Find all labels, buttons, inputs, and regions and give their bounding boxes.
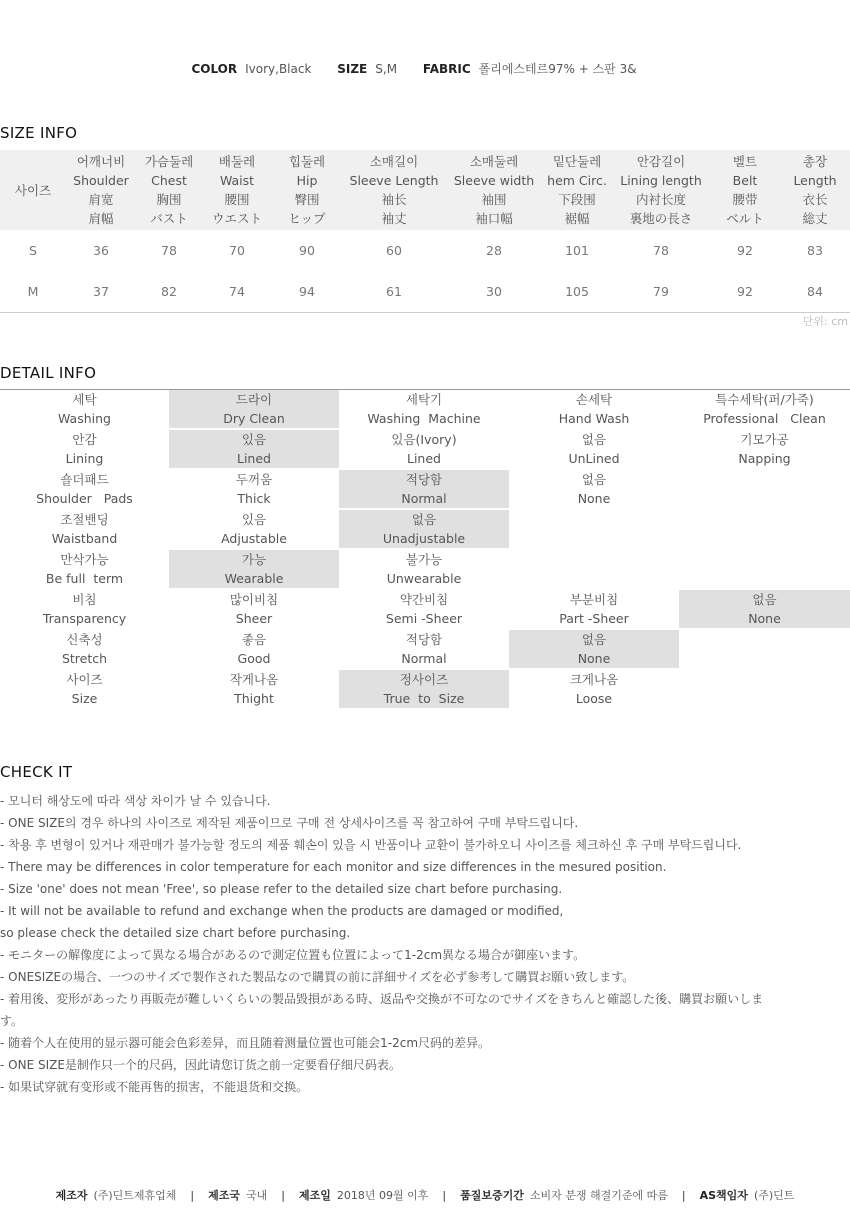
size-column-header-line: 袖围	[481, 192, 507, 207]
detail-cell-korean: 사이즈	[66, 672, 103, 687]
detail-attribute-cell	[0, 629, 169, 669]
size-column-header	[202, 150, 272, 230]
detail-cell-korean: 좋음	[241, 632, 267, 647]
detail-option-cell	[509, 429, 679, 469]
detail-cell-korean: 있음(Ivory)	[391, 432, 457, 447]
footer-label: 제조자	[55, 1189, 88, 1202]
detail-cell-english: Be full term	[45, 571, 124, 586]
size-column-header-line: 腰围	[224, 192, 250, 207]
size-column-header-line: ヒップ	[288, 211, 326, 226]
detail-option-cell	[169, 390, 339, 430]
check-it-line: - 着用後、変形があったり再販売が難しいくらいの製品毀損がある時、返品や交換が不可なのでサイズをきちんと確認した後、購買お願いしま	[0, 992, 764, 1006]
footer-value: (주)딘트제휴업체	[93, 1189, 177, 1202]
check-it-list	[0, 790, 850, 1098]
size-column-header-line: 裾幅	[564, 211, 590, 226]
size-value-cell: 37	[66, 271, 136, 313]
detail-cell-english: Good	[237, 651, 271, 666]
detail-cell-english: Loose	[575, 691, 613, 706]
detail-cell-korean: 불가능	[405, 552, 443, 567]
detail-cell-english: Size	[71, 691, 98, 706]
detail-cell-korean: 없음	[411, 512, 437, 527]
size-column-header-line: 안감길이	[636, 154, 686, 169]
detail-row	[0, 669, 850, 709]
detail-option-cell	[509, 390, 679, 430]
size-column-header-line: Belt	[732, 173, 758, 188]
size-column-header-line: Lining length	[620, 173, 702, 188]
size-column-header-line: 소매길이	[369, 154, 419, 169]
detail-cell-korean: 없음	[581, 432, 607, 447]
detail-row	[0, 589, 850, 629]
detail-cell-english: True to Size	[383, 691, 465, 706]
footer-separator: |	[681, 1189, 686, 1202]
detail-cell-korean: 적당함	[405, 632, 443, 647]
size-value-cell: 82	[136, 271, 202, 313]
unit-note: 단위: cm	[802, 315, 848, 328]
detail-cell-korean: 작게나옴	[229, 672, 279, 687]
size-column-header-line: 胸围	[156, 192, 182, 207]
detail-cell-english: Semi -Sheer	[385, 611, 463, 626]
fabric-value: 폴리에스테르97% + 스판 3&	[478, 62, 637, 76]
footer-separator: |	[442, 1189, 447, 1202]
detail-option-cell	[509, 549, 679, 589]
detail-option-cell	[339, 429, 509, 469]
detail-option-cell	[509, 669, 679, 709]
color-value: Ivory,Black	[245, 62, 312, 76]
detail-option-cell	[169, 509, 339, 549]
detail-cell-korean: 특수세탁(퍼/가죽)	[715, 392, 814, 407]
detail-option-cell	[679, 429, 850, 469]
detail-option-cell	[679, 589, 850, 629]
detail-option-cell	[509, 509, 679, 549]
detail-attribute-cell	[0, 669, 169, 709]
detail-cell-korean: 약간비침	[399, 592, 449, 607]
size-column-header	[780, 150, 850, 230]
size-value-cell: 90	[299, 243, 315, 258]
detail-cell-english: Lined	[237, 451, 271, 466]
size-value-cell: 28	[486, 243, 502, 258]
detail-attribute-cell	[0, 549, 169, 589]
detail-cell-korean: 비침	[72, 592, 97, 607]
size-row-label: M	[0, 271, 66, 313]
detail-cell-english: UnLined	[568, 451, 620, 466]
size-column-header-line: hem Circ.	[547, 173, 607, 188]
check-it-line: - 모니터 해상도에 따라 색상 차이가 날 수 있습니다.	[0, 794, 271, 808]
detail-cell-english: Sheer	[235, 611, 273, 626]
size-column-header-line: 총장	[802, 154, 828, 169]
size-column-header-line: バスト	[150, 211, 188, 226]
size-value-cell: 94	[272, 271, 342, 313]
detail-attribute-cell	[0, 429, 169, 469]
detail-cell-english: Lined	[407, 451, 441, 466]
check-it-line: - 착용 후 변형이 있거나 재판매가 불가능할 정도의 제품 훼손이 있을 시 반품이나 교환이 불가하오니 사이즈를 체크하신 후 구매 부탁드립니다.	[0, 838, 742, 852]
size-value-cell: 78	[161, 243, 177, 258]
detail-cell-korean: 조절밴딩	[60, 512, 109, 527]
detail-cell-korean: 크게나옴	[569, 672, 619, 687]
size-row-header: 사이즈	[0, 150, 66, 230]
size-column-header-line: 袖口幅	[475, 211, 513, 226]
detail-cell-english: Transparency	[42, 611, 127, 626]
size-column-header-line: 衣长	[802, 192, 828, 207]
detail-cell-english: Thick	[237, 491, 271, 506]
size-value-cell: 70	[229, 243, 245, 258]
size-column-header-line: Hip	[296, 173, 318, 188]
detail-attribute-cell	[0, 589, 169, 629]
size-value-cell: 30	[446, 271, 542, 313]
footer-value: (주)딘트	[753, 1189, 795, 1202]
size-row	[0, 230, 850, 271]
detail-attribute-cell	[0, 469, 169, 509]
size-label: SIZE	[337, 62, 368, 76]
size-value-cell: 92	[737, 243, 753, 258]
detail-option-cell	[339, 629, 509, 669]
detail-option-cell	[679, 390, 850, 430]
detail-cell-english: Part -Sheer	[559, 611, 629, 626]
detail-cell-korean: 많이비침	[229, 592, 279, 607]
size-column-header-line: 肩宽	[88, 192, 114, 207]
detail-cell-english: Napping	[738, 451, 791, 466]
detail-attribute-cell	[0, 390, 169, 430]
detail-option-cell	[679, 549, 850, 589]
detail-cell-korean: 없음	[752, 592, 777, 607]
detail-cell-english: Washing Machine	[367, 411, 481, 426]
color-label: COLOR	[191, 62, 238, 76]
size-info-title: SIZE INFO	[0, 124, 78, 142]
size-column-header	[136, 150, 202, 230]
detail-cell-english: Normal	[401, 651, 447, 666]
detail-cell-korean: 정사이즈	[399, 672, 449, 687]
detail-cell-korean: 드라이	[235, 392, 273, 407]
size-value-cell: 83	[807, 243, 823, 258]
detail-cell-korean: 두꺼움	[235, 472, 273, 487]
detail-cell-english: Washing	[58, 411, 111, 426]
footer-label: AS책임자	[699, 1189, 748, 1202]
footer-label: 제조일	[299, 1189, 331, 1202]
size-column-header-line: 腰带	[732, 192, 758, 207]
size-column-header-line: 배둘레	[218, 154, 256, 169]
detail-cell-korean: 부분비침	[569, 592, 619, 607]
footer-separator: |	[190, 1189, 195, 1202]
footer-separator: |	[281, 1189, 286, 1202]
size-column-header-line: Chest	[151, 173, 187, 188]
size-column-header	[272, 150, 342, 230]
size-column-header-line: Sleeve Length	[349, 173, 439, 188]
detail-info-title: DETAIL INFO	[0, 364, 97, 382]
size-value-cell: 78	[653, 243, 669, 258]
size-column-header-line: Sleeve width	[453, 173, 535, 188]
detail-cell-korean: 적당함	[405, 472, 443, 487]
check-it-title: CHECK IT	[0, 763, 73, 781]
footer-value: 2018년 09월 이후	[336, 1189, 429, 1202]
size-header-row	[0, 150, 850, 230]
detail-cell-english: Shoulder Pads	[36, 491, 133, 506]
detail-cell-english: Stretch	[61, 651, 108, 666]
size-column-header	[66, 150, 136, 230]
detail-option-cell	[339, 549, 509, 589]
detail-cell-korean: 세탁기	[405, 392, 443, 407]
size-value: S,M	[375, 62, 398, 76]
detail-cell-korean: 세탁	[72, 392, 97, 407]
detail-cell-korean: 만삭가능	[60, 552, 109, 567]
detail-option-cell	[169, 469, 339, 509]
detail-row	[0, 549, 850, 589]
detail-option-cell	[509, 589, 679, 629]
size-value-cell: 60	[386, 243, 402, 258]
size-column-header-line: 어깨너비	[76, 154, 126, 169]
detail-cell-korean: 기모가공	[740, 432, 789, 447]
check-it-line: - 如果试穿就有变形或不能再售的损害，不能退货和交换。	[0, 1080, 309, 1094]
detail-attribute-cell	[0, 509, 169, 549]
size-column-header-line: 総丈	[802, 211, 828, 226]
detail-cell-korean: 없음	[581, 632, 607, 647]
footer-label: 제조국	[208, 1189, 241, 1202]
product-info-footer	[0, 1187, 850, 1203]
detail-cell-english: Thight	[234, 691, 274, 706]
detail-row	[0, 429, 850, 469]
detail-option-cell	[169, 629, 339, 669]
size-value-cell: 101	[565, 243, 589, 258]
check-it-line: - モニターの解像度によって異なる場合があるので測定位置も位置によって1-2cm異なる場合が御座います。	[0, 948, 586, 962]
check-it-line: - ONE SIZE是制作只一个的尺码，因此请您订货之前一定要看仔细尺码表。	[0, 1058, 401, 1072]
detail-row	[0, 390, 850, 430]
detail-cell-korean: 있음	[241, 512, 267, 527]
size-column-header-line: 벨트	[732, 154, 758, 169]
detail-option-cell	[169, 429, 339, 469]
detail-cell-korean: 가능	[241, 552, 267, 567]
fabric-label: FABRIC	[422, 62, 471, 76]
size-column-header	[342, 150, 446, 230]
size-column-header	[446, 150, 542, 230]
size-column-header-line: ベルト	[726, 211, 764, 226]
detail-option-cell	[169, 549, 339, 589]
detail-row	[0, 469, 850, 509]
size-row	[0, 271, 850, 313]
detail-cell-english: Unadjustable	[382, 531, 466, 546]
detail-cell-english: Hand Wash	[558, 411, 630, 426]
detail-option-cell	[679, 629, 850, 669]
detail-option-cell	[169, 589, 339, 629]
detail-cell-english: None	[577, 651, 611, 666]
check-it-line: - There may be differences in color temperature for each monitor and size differences in the mesured position.	[0, 860, 667, 874]
detail-option-cell	[509, 629, 679, 669]
detail-cell-korean: 없음	[581, 472, 607, 487]
size-value-cell: 74	[202, 271, 272, 313]
size-column-header-line: 袖丈	[381, 211, 407, 226]
size-column-header-line: 下段围	[558, 192, 596, 207]
detail-cell-english: Wearable	[224, 571, 284, 586]
size-column-header-line: 힙둘레	[288, 154, 326, 169]
footer-value: 국내	[246, 1189, 268, 1202]
size-column-header-line: 内衬长度	[635, 192, 686, 207]
detail-cell-english: Lining	[65, 451, 104, 466]
detail-cell-english: Professional Clean	[703, 411, 826, 426]
detail-cell-korean: 안감	[72, 432, 97, 447]
detail-cell-korean: 있음	[241, 432, 267, 447]
detail-option-cell	[339, 589, 509, 629]
detail-option-cell	[339, 509, 509, 549]
detail-table	[0, 389, 850, 710]
footer-label: 품질보증기간	[460, 1189, 524, 1202]
detail-row	[0, 509, 850, 549]
detail-option-cell	[679, 469, 850, 509]
spec-line	[0, 60, 850, 77]
detail-cell-korean: 신축성	[66, 632, 103, 647]
size-row-label: S	[29, 243, 37, 258]
detail-cell-english: Normal	[401, 491, 447, 506]
detail-cell-english: None	[748, 611, 781, 626]
detail-cell-english: Unwearable	[386, 571, 462, 586]
detail-option-cell	[339, 469, 509, 509]
size-column-header-line: Length	[793, 173, 837, 188]
check-it-line: - ONESIZEの場合、一つのサイズで製作された製品なので購買の前に詳細サイズを必ず参考して購買お願い致します。	[0, 970, 635, 984]
size-column-header	[710, 150, 780, 230]
size-value-cell: 61	[342, 271, 446, 313]
detail-cell-korean: 숄더패드	[60, 472, 109, 487]
check-it-line: - 随着个人在使用的显示器可能会色彩差异，而且随着测量位置也可能会1-2cm尺码的差异。	[0, 1036, 491, 1050]
size-value-cell: 84	[780, 271, 850, 313]
size-column-header-line: 裏地の長さ	[629, 211, 693, 226]
detail-option-cell	[339, 390, 509, 430]
size-column-header-line: 소매둘레	[469, 154, 519, 169]
size-value-cell: 92	[710, 271, 780, 313]
detail-option-cell	[679, 509, 850, 549]
size-value-cell: 79	[612, 271, 710, 313]
check-it-line: す。	[0, 1014, 24, 1028]
size-column-header-line: Waist	[219, 173, 255, 188]
size-column-header-line: 肩幅	[88, 211, 114, 226]
check-it-line: - It will not be available to refund and exchange when the products are damaged or modified,	[0, 904, 564, 918]
check-it-line: - Size 'one' does not mean 'Free', so please refer to the detailed size chart before purchasing.	[0, 882, 563, 896]
size-value-cell: 105	[542, 271, 612, 313]
size-column-header-line: Shoulder	[73, 173, 129, 188]
detail-option-cell	[169, 669, 339, 709]
detail-option-cell	[679, 669, 850, 709]
detail-option-cell	[339, 669, 509, 709]
detail-cell-english: Dry Clean	[223, 411, 285, 426]
size-column-header-line: 臀围	[294, 192, 320, 207]
detail-cell-korean: 손세탁	[575, 392, 613, 407]
footer-value: 소비자 분쟁 해결기준에 따름	[529, 1189, 668, 1202]
check-it-line: - ONE SIZE의 경우 하나의 사이즈로 제작된 제품이므로 구매 전 상세사이즈를 꼭 참고하여 구매 부탁드립니다.	[0, 816, 579, 830]
size-column-header-line: 가슴둘레	[144, 154, 194, 169]
check-it-line: so please check the detailed size chart before purchasing.	[0, 926, 351, 940]
size-value-cell: 36	[93, 243, 109, 258]
detail-cell-english: Adjustable	[221, 531, 287, 546]
detail-cell-english: None	[577, 491, 611, 506]
size-column-header-line: 밑단둘레	[552, 154, 602, 169]
size-column-header-line: ウエスト	[211, 211, 262, 226]
detail-row	[0, 629, 850, 669]
size-table	[0, 150, 850, 313]
size-column-header	[542, 150, 612, 230]
size-column-header-line: 袖长	[381, 192, 407, 207]
size-column-header	[612, 150, 710, 230]
detail-option-cell	[509, 469, 679, 509]
detail-cell-english: Waistband	[51, 531, 118, 546]
